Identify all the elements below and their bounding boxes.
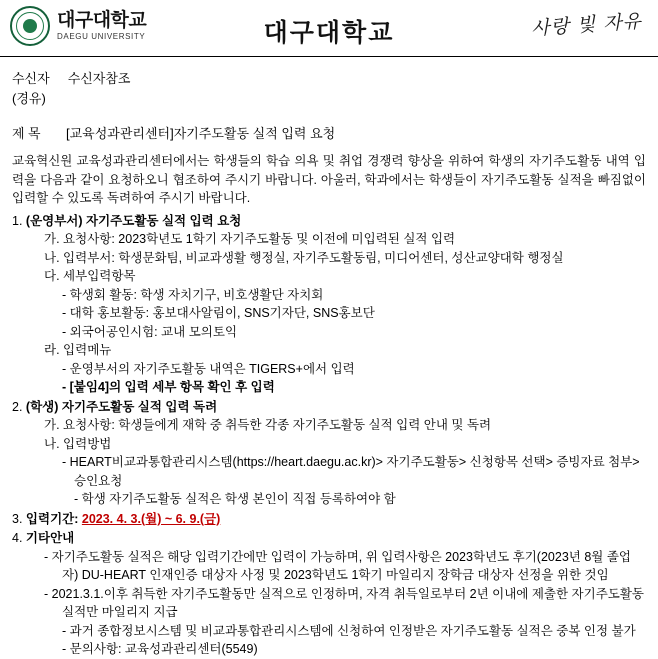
bullet-text: 외국어공인시험: 교내 모의토익 — [69, 324, 238, 339]
bullet: - 학생회 활동: 학생 자치기구, 비호생활단 자치회 — [62, 287, 324, 302]
recipient-block — [0, 57, 658, 109]
item-2-sub-a — [44, 416, 646, 435]
item-1-sub-c-label: 다. — [44, 269, 60, 284]
item-1-sub-a-text: 요청사항: 2023학년도 1학기 자기주도활동 및 이전에 미입력된 실적 입력 — [63, 232, 456, 247]
note-text: 자기주도활동 실적은 해당 입력기간에만 입력이 가능하며, 위 입력사항은 2023학년도 후기(2023년 8월 졸업자) DU-HEART 인재인증 대상자 사정 및 2023학년도 1학기 마일리지 장학금 대상자 선정을 위한 것임 — [51, 549, 631, 583]
item-1-sub-d-bullets — [44, 360, 646, 397]
item-4-notes — [28, 548, 646, 659]
university-logo — [10, 6, 146, 46]
university-name-block — [57, 11, 146, 41]
bullet-text: 대학 홍보활동: 홍보대사알림이, SNS기자단, SNS홍보단 — [69, 306, 375, 321]
bullet-text: [붙임4]의 입력 세부 항목 확인 후 입력 — [69, 380, 275, 395]
university-slogan: 사랑 빛 자유 — [530, 10, 643, 40]
intro-paragraph: 교육혁신원 교육성과관리센터에서는 학생들의 학습 의욕 및 취업 경쟁력 향상을 위하여 학생의 자기주도활동 내역 입력을 다음과 같이 요청하오니 협조하여 주시기 바랍니다. 아울러, 학과에서는 학생들이 자기주도활동 실적을 빠짐없이 입력할 수 있도록 독려하여 주시기 바랍니다. — [12, 154, 646, 206]
document-header — [0, 0, 658, 52]
subject-label-je: 제 — [12, 126, 25, 142]
item-1-sub-b-text: 입력부서: 학생문화팀, 비교과생활 행정실, 자기주도활동림, 미디어센터, 성산교양대학 행정실 — [63, 250, 564, 265]
item-2-sub-a-label: 가. — [44, 418, 60, 433]
list-item-3 — [12, 510, 646, 529]
input-period-value: 2023. 4. 3.(월) ~ 6. 9.(금) — [81, 511, 221, 526]
bullet: - 외국어공인시험: 교내 모의토익 — [62, 324, 238, 339]
note: - 과거 종합정보시스템 및 비교과통합관리시스템에 신청하여 인정받은 자기주도활동 실적은 중복 인정 불가 — [62, 623, 636, 638]
item-1-sub-d-text: 입력메뉴 — [63, 343, 112, 358]
item-1-sub-b-label: 나. — [44, 250, 60, 265]
item-4-dash-notes — [44, 622, 646, 659]
item-2-number: 2. — [12, 399, 23, 414]
subject-block — [0, 109, 658, 148]
bullet: - 대학 홍보활동: 홍보대사알림이, SNS기자단, SNS홍보단 — [62, 306, 375, 321]
document-body — [0, 148, 658, 659]
numbered-list — [12, 212, 646, 659]
item-2-sub-b-bullets — [44, 453, 646, 509]
bullet-text: 학생 자기주도활동 실적은 학생 본인이 직접 등록하여야 함 — [81, 492, 396, 507]
bullet-text: HEART비교과통합관리시스템(https://heart.daegu.ac.kr)> 자기주도활동> 신청항목 선택> 증빙자료 첨부> 승인요청 — [69, 455, 640, 488]
item-1-sub-b — [44, 249, 646, 268]
subject-label-mok: 목 — [28, 126, 41, 142]
item-2-title: (학생) 자기주도활동 실적 입력 독려 — [25, 399, 218, 414]
list-item-2 — [12, 398, 646, 509]
bullet: - HEART비교과통합관리시스템(https://heart.daegu.ac.kr)> 자기주도활동> 신청항목 선택> 증빙자료 첨부> 승인요청 — [62, 455, 640, 488]
recipient-value: 수신자참조 — [67, 71, 131, 86]
via-line: (경유) — [12, 91, 46, 107]
item-1-number: 1. — [12, 213, 23, 228]
note: - 문의사항: 교육성과관리센터(5549) — [62, 642, 258, 657]
item-1-sub-c-text: 세부입력항목 — [63, 269, 136, 284]
university-seal-icon — [10, 6, 50, 46]
bullet-bold: - [붙임4]의 입력 세부 항목 확인 후 입력 — [62, 380, 275, 395]
item-1-sub-a — [44, 230, 646, 249]
recipient-label: 수신자 — [12, 71, 50, 86]
item-1-sub-c-bullets — [44, 286, 646, 342]
note-text: 과거 종합정보시스템 및 비교과통합관리시스템에 신청하여 인정받은 자기주도활동 실적은 중복 인정 불가 — [69, 623, 636, 638]
university-name-ko: 대구대학교 — [57, 9, 147, 31]
item-1-sub-d-label: 라. — [44, 343, 60, 358]
list-item-4 — [12, 529, 646, 659]
item-1-subs — [28, 230, 646, 397]
bullet: - 학생 자기주도활동 실적은 학생 본인이 직접 등록하여야 함 — [74, 492, 396, 507]
university-name-en: DAEGU UNIVERSITY — [57, 31, 146, 41]
note: - 자기주도활동 실적은 해당 입력기간에만 입력이 가능하며, 위 입력사항은 2023학년도 후기(2023년 8월 졸업자) DU-HEART 인재인증 대상자 사정 및 2023학년도 1학기 마일리지 장학금 대상자 선정을 위한 것임 — [44, 549, 631, 583]
item-2-sub-b-text: 입력방법 — [63, 436, 112, 451]
item-1-title: (운영부서) 자기주도활동 실적 입력 요청 — [25, 213, 242, 228]
bullet: - 운영부서의 자기주도활동 내역은 TIGERS+에서 입력 — [62, 361, 355, 376]
item-1-sub-c — [44, 267, 646, 286]
item-2-subs — [28, 416, 646, 509]
item-1-sub-a-label: 가. — [44, 232, 60, 247]
note-text: 문의사항: 교육성과관리센터(5549) — [69, 642, 258, 657]
recipient-line — [12, 69, 646, 89]
item-1-sub-d — [44, 341, 646, 360]
note: - 2021.3.1.이후 취득한 자기주도활동만 실적으로 인정하며, 자격 취득일로부터 2년 이내에 제출한 자기주도활동실적만 마일리지 지급 — [44, 586, 645, 620]
item-2-sub-b-label: 나. — [44, 436, 60, 451]
note-text: 2021.3.1.이후 취득한 자기주도활동만 실적으로 인정하며, 자격 취득일로부터 2년 이내에 제출한 자기주도활동실적만 마일리지 지급 — [51, 586, 645, 620]
item-4-number: 4. — [12, 531, 23, 546]
item-2-sub-b — [44, 435, 646, 454]
list-item-1 — [12, 212, 646, 397]
subject-text: [교육성과관리센터]자기주도활동 실적 입력 요청 — [66, 126, 336, 142]
item-4-title: 기타안내 — [25, 531, 75, 546]
item-3-number: 3. — [12, 511, 23, 526]
page-title: 대구대학교 — [263, 19, 395, 47]
bullet-text: 학생회 활동: 학생 자치기구, 비호생활단 자치회 — [69, 287, 324, 302]
item-3-title: 입력기간: — [25, 511, 79, 526]
bullet-text: 운영부서의 자기주도활동 내역은 TIGERS+에서 입력 — [69, 361, 355, 376]
item-2-sub-a-text: 요청사항: 학생들에게 재학 중 취득한 각종 자기주도활동 실적 입력 안내 및 독려 — [63, 418, 492, 433]
item-2-sub-b-subbullets — [62, 490, 646, 509]
